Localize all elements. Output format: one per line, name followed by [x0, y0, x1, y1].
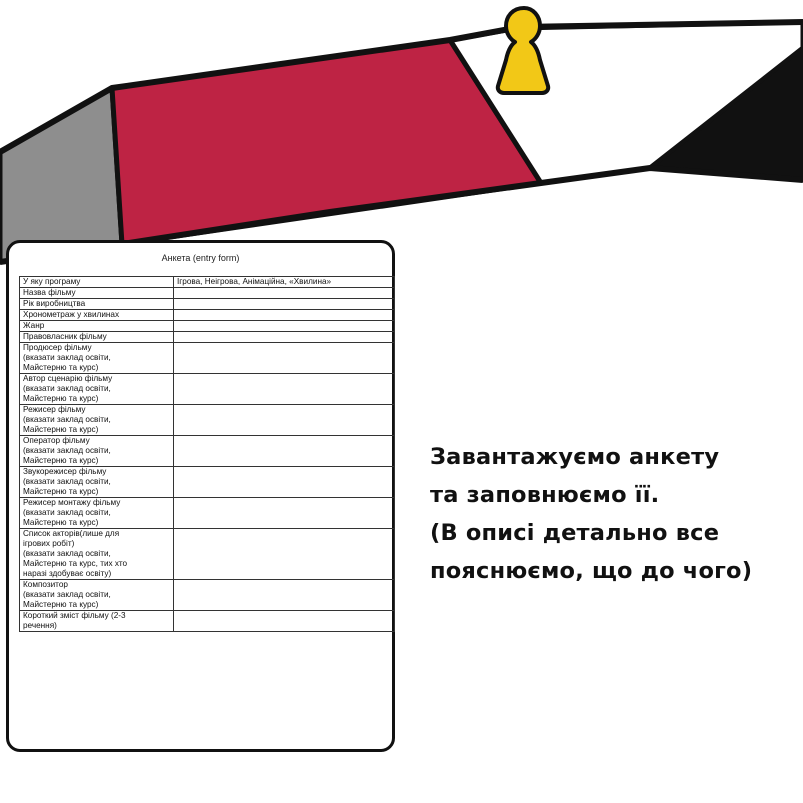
form-row [20, 321, 395, 332]
form-row [20, 343, 395, 374]
form-row-value [174, 611, 395, 632]
form-row-value [174, 332, 395, 343]
form-row-label: Режисер фільму (вказати заклад освіти, Майстерню та курс) [20, 405, 174, 436]
caption-line-4: пояснюємо, що до чого) [430, 558, 753, 584]
form-row-value [174, 374, 395, 405]
form-row [20, 436, 395, 467]
form-row [20, 277, 395, 288]
form-row-value [174, 288, 395, 299]
form-row-label: Режисер монтажу фільму (вказати заклад освіти, Майстерню та курс) [20, 498, 174, 529]
form-row [20, 529, 395, 580]
form-row-label: Продюсер фільму (вказати заклад освіти, Майстерню та курс) [20, 343, 174, 374]
form-row-label: Назва фільму [20, 288, 174, 299]
entry-form-body [20, 277, 395, 632]
form-row-label: Правовласник фільму [20, 332, 174, 343]
form-row-value [174, 436, 395, 467]
form-row-label: Звукорежисер фільму (вказати заклад освіти, Майстерню та курс) [20, 467, 174, 498]
form-row-value [174, 343, 395, 374]
form-row-value [174, 299, 395, 310]
form-row-label: Рік виробництва [20, 299, 174, 310]
form-row [20, 332, 395, 343]
form-row [20, 374, 395, 405]
form-row-value [174, 498, 395, 529]
caption-line-1: Завантажуємо анкету [430, 444, 720, 470]
form-row-value [174, 467, 395, 498]
form-title: Анкета (entry form) [161, 253, 240, 263]
form-row [20, 498, 395, 529]
form-row-label: Композитор (вказати заклад освіти, Майстерню та курс) [20, 580, 174, 611]
form-row [20, 580, 395, 611]
form-row-value [174, 405, 395, 436]
form-row-value [174, 580, 395, 611]
instruction-caption [430, 438, 802, 590]
form-row-label: Список акторів(лише для ігрових робіт) (вказати заклад освіти, Майстерню та курс, тих хто наразі здобуває освіту) [20, 529, 174, 580]
form-row-label: Хронометраж у хвилинах [20, 310, 174, 321]
form-row [20, 611, 395, 632]
form-row-label: Короткий зміст фільму (2-3 речення) [20, 611, 174, 632]
entry-form-table [19, 276, 395, 632]
form-row [20, 467, 395, 498]
form-row-value [174, 310, 395, 321]
form-row-label: Автор сценарію фільму (вказати заклад освіти, Майстерню та курс) [20, 374, 174, 405]
form-row-label: Оператор фільму (вказати заклад освіти, Майстерню та курс) [20, 436, 174, 467]
form-row-value: Ігрова, Неігрова, Анімаційна, «Хвилина» [174, 277, 395, 288]
form-row [20, 299, 395, 310]
form-row-label: У яку програму [20, 277, 174, 288]
entry-form-card [6, 240, 395, 752]
caption-line-3: (В описі детально все [430, 520, 720, 546]
form-row [20, 310, 395, 321]
form-row [20, 288, 395, 299]
form-row-value [174, 529, 395, 580]
form-row-value [174, 321, 395, 332]
form-row [20, 405, 395, 436]
form-row-label: Жанр [20, 321, 174, 332]
caption-line-2: та заповнюємо її. [430, 482, 660, 508]
